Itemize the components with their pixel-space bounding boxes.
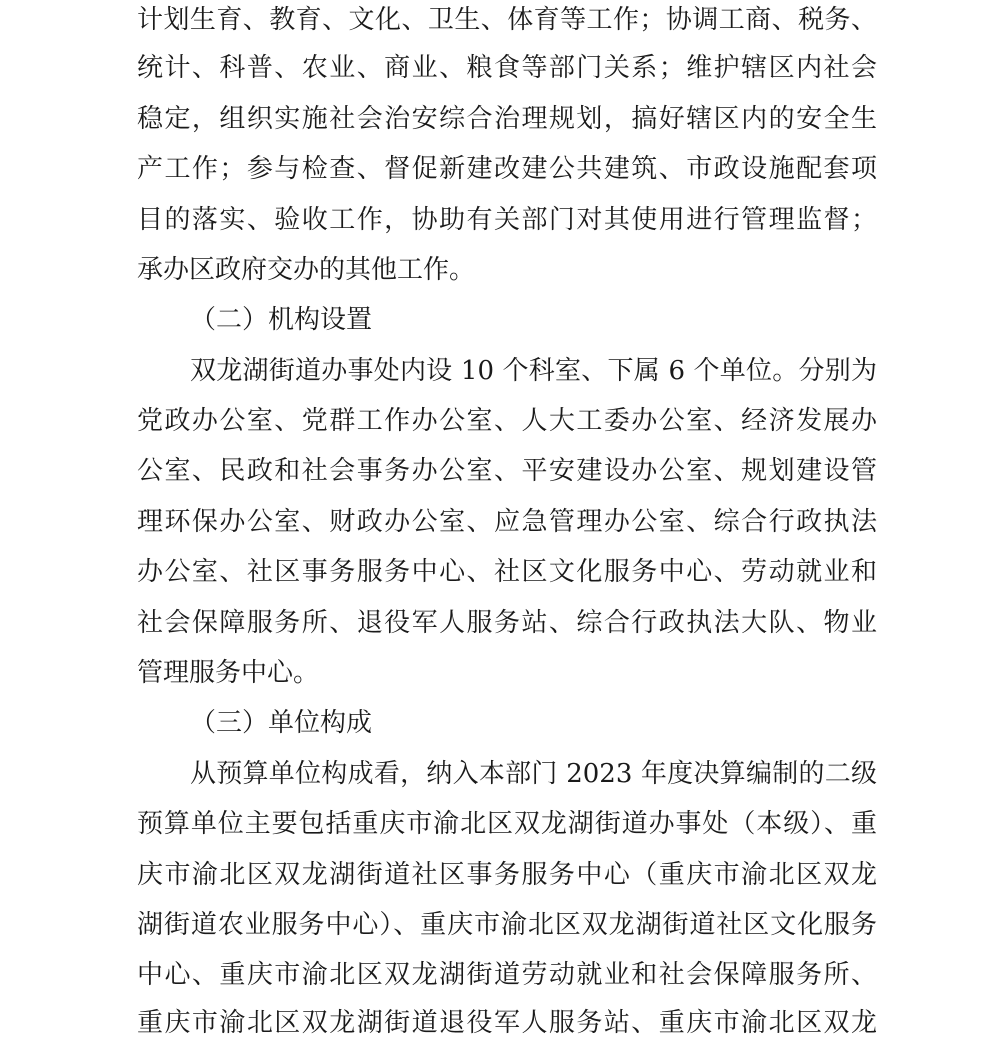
- paragraph-line: 公室、民政和社会事务办公室、平安建设办公室、规划建设管: [137, 456, 877, 486]
- paragraph-line: 中心、重庆市渝北区双龙湖街道劳动就业和社会保障服务所、: [137, 960, 877, 990]
- paragraph-line: 理环保办公室、财政办公室、应急管理办公室、综合行政执法: [137, 507, 877, 537]
- paragraph-line: 从预算单位构成看，纳入本部门 2023 年度决算编制的二级: [190, 759, 877, 789]
- paragraph-line: 目的落实、验收工作，协助有关部门对其使用进行管理监督；: [137, 205, 877, 235]
- paragraph-line: 稳定，组织实施社会治安综合治理规划，搞好辖区内的安全生: [137, 104, 877, 134]
- section-heading-institution-setup: （二）机构设置: [190, 305, 373, 335]
- paragraph-line: 湖街道农业服务中心）、重庆市渝北区双龙湖街道社区文化服务: [137, 910, 877, 940]
- paragraph-line: 统计、科普、农业、商业、粮食等部门关系；维护辖区内社会: [137, 53, 877, 83]
- paragraph-line: 党政办公室、党群工作办公室、人大工委办公室、经济发展办: [137, 406, 877, 436]
- paragraph-line: 重庆市渝北区双龙湖街道退役军人服务站、重庆市渝北区双龙: [137, 1008, 877, 1038]
- paragraph-line: 双龙湖街道办事处内设 10 个科室、下属 6 个单位。分别为: [190, 356, 877, 386]
- paragraph-line: 计划生育、教育、文化、卫生、体育等工作；协调工商、税务、: [137, 5, 877, 35]
- paragraph-line: 承办区政府交办的其他工作。: [137, 255, 476, 285]
- paragraph-line: 庆市渝北区双龙湖街道社区事务服务中心（重庆市渝北区双龙: [137, 860, 877, 890]
- paragraph-line: 预算单位主要包括重庆市渝北区双龙湖街道办事处（本级）、重: [137, 809, 877, 839]
- paragraph-line: 办公室、社区事务服务中心、社区文化服务中心、劳动就业和: [137, 557, 877, 587]
- section-heading-unit-composition: （三）单位构成: [190, 708, 373, 738]
- paragraph-line: 管理服务中心。: [137, 658, 320, 688]
- paragraph-line: 产工作；参与检查、督促新建改建公共建筑、市政设施配套项: [137, 154, 877, 184]
- paragraph-line: 社会保障服务所、退役军人服务站、综合行政执法大队、物业: [137, 608, 877, 638]
